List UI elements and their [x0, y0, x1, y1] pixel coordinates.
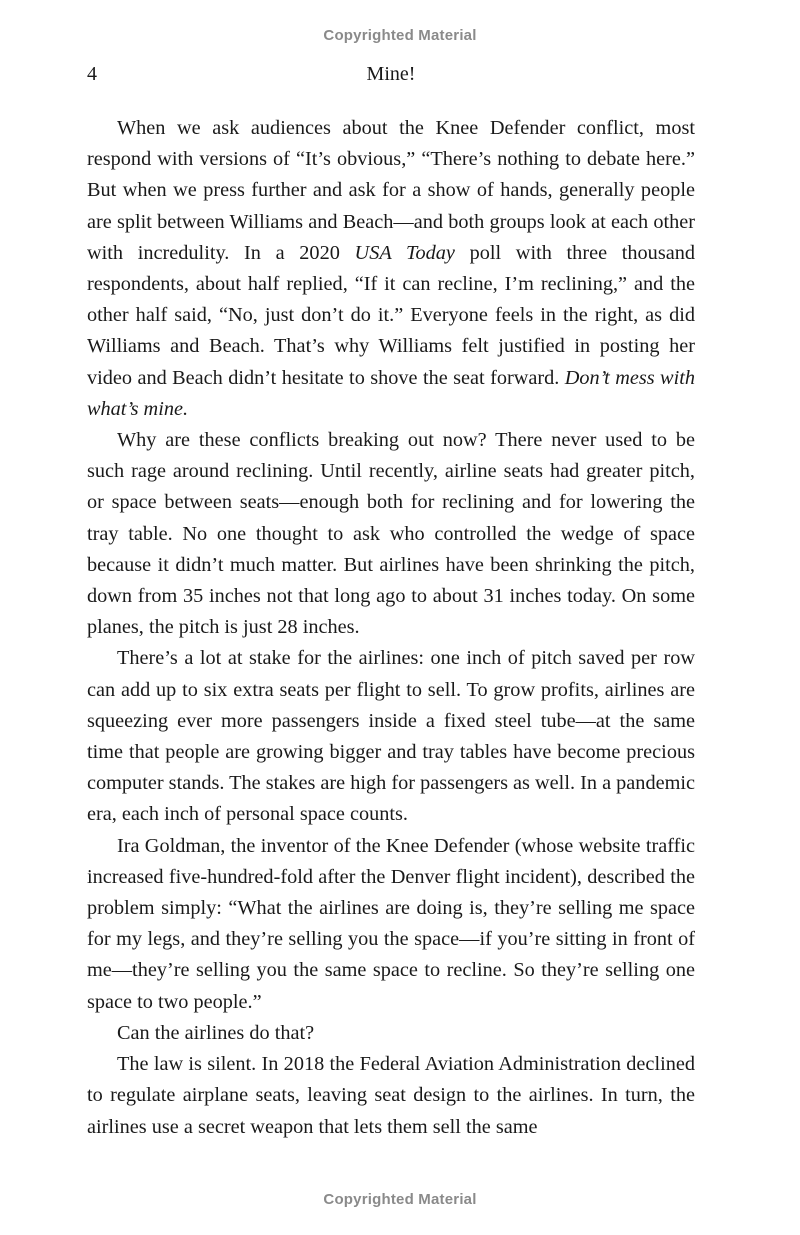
publication-title-usa-today: USA Today: [354, 241, 455, 264]
paragraph-3: There’s a lot at stake for the airlines: one inch of pitch saved per row can add up to six extra seats per flight to sell. To grow profits, airlines are squeezing ever more passengers inside a fixed steel tube—at the same time that people are growing bigger and tray tables have become precious computer stands. The stakes are high for passengers as well. In a pandemic era, each inch of personal space counts.: [87, 647, 695, 826]
paragraph-1: [87, 113, 695, 425]
body-text: [87, 113, 695, 1143]
emphasis-dont-mess: Don’t mess with what’s mine.: [87, 366, 695, 420]
page-number: 4: [87, 63, 97, 85]
paragraph-6: The law is silent. In 2018 the Federal Aviation Administration declined to regulate airplane seats, leaving seat design to the airlines. In turn, the airlines use a secret weapon that lets them sell the same: [87, 1053, 695, 1138]
running-title: Mine!: [366, 63, 416, 85]
copyright-watermark-top: Copyrighted Material: [323, 27, 477, 44]
paragraph-4: Ira Goldman, the inventor of the Knee Defender (whose website traffic increased five-hundred-fold after the Denver flight incident), described the problem simply: “What the airlines are doing is, they’re selling me space for my legs, and they’re selling you the space—if you’re sitting in front of me—they’re selling you the same space to recline. So they’re selling one space to two people.”: [87, 834, 695, 1013]
paragraph-2: Why are these conflicts breaking out now? There never used to be such rage around reclining. Until recently, airline seats had greater pitch, or space between seats—enough both for reclining and for lowering the tray table. No one thought to ask who controlled the wedge of space because it didn’t much matter. But airlines have been shrinking the pitch, down from 35 inches not that long ago to about 31 inches today. On some planes, the pitch is just 28 inches.: [87, 429, 695, 639]
running-head: [87, 63, 695, 89]
paragraph-1-text-a: When we ask audiences about the Knee Defender conflict, most respond with versions of “It’s obvious,” “There’s nothing to debate here.” But when we press further and ask for a show of hands, generally people are split between Williams and Beach—and both groups look at each other with incredulity. In a 2020: [87, 117, 695, 264]
copyright-watermark-bottom: Copyrighted Material: [323, 1191, 477, 1208]
paragraph-5: Can the airlines do that?: [117, 1021, 315, 1044]
paragraph-1-text-c: poll with three thousand respondents, about half replied, “If it can recline, I’m reclining,” and the other half said, “No, just don’t do it.” Everyone feels in the right, as did Williams and Beach. That’s why Williams felt justified in posting her video and Beach didn’t hesitate to shove the seat forward.: [87, 241, 695, 389]
